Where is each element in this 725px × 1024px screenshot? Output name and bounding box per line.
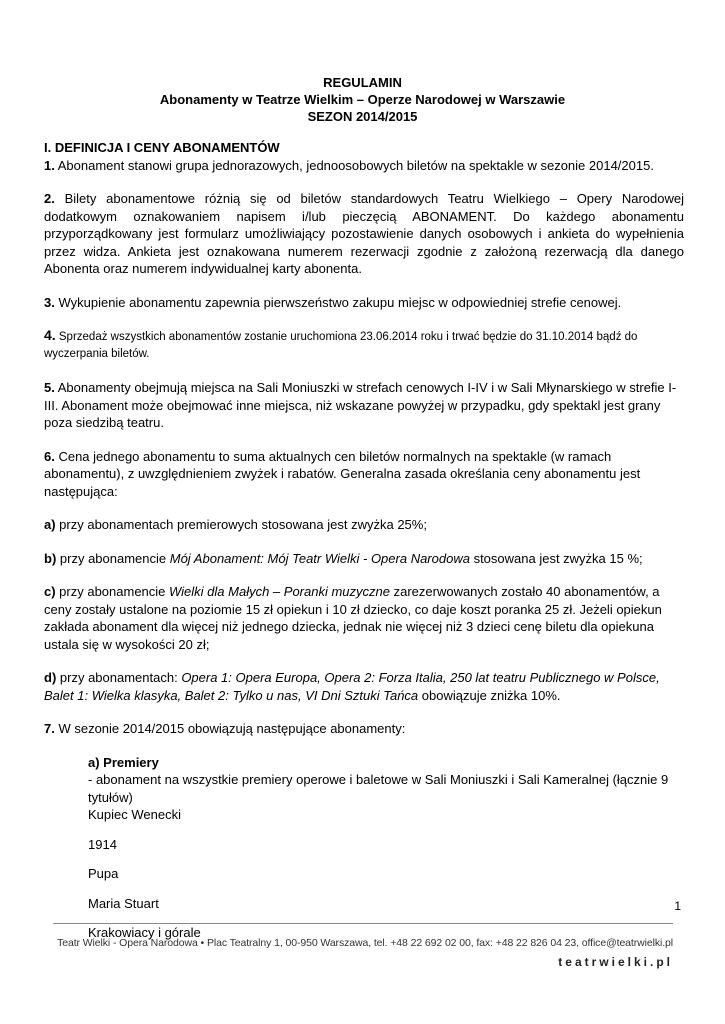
premiery-title: a) Premiery: [88, 754, 159, 770]
list-item: Pupa: [88, 866, 119, 881]
list-item: 1914: [88, 836, 117, 852]
paragraph-number: 6.: [44, 448, 55, 464]
paragraph-text: Sprzedaż wszystkich abonamentów zostanie uruchomiona 23.06.2014 roku i trwać będzie do 31.10.2014 bądź do wyczerpania biletów.: [44, 331, 638, 360]
paragraph-6b: [44, 550, 684, 568]
item-text-italic: Wielki dla Małych – Poranki muzyczne: [169, 584, 390, 599]
document-season: SEZON 2014/2015: [307, 109, 418, 124]
list-item: Maria Stuart: [88, 895, 159, 911]
list-item: Krakowiacy i górale: [88, 925, 201, 940]
paragraph-number: 5.: [44, 380, 55, 395]
item-text-pre: przy abonamencie: [55, 584, 170, 599]
document-title: REGULAMIN: [323, 75, 402, 90]
paragraph-6: [44, 448, 684, 501]
footer-divider: [53, 923, 673, 924]
paragraph-3: [44, 294, 684, 312]
paragraph-6c: [44, 583, 684, 653]
paragraph-text: W sezonie 2014/2015 obowiązują następujące abonamenty:: [54, 721, 406, 736]
paragraph-number: 7.: [44, 721, 55, 736]
footer-brand: teatrwielki.pl: [558, 955, 673, 969]
paragraph-4: [44, 327, 684, 363]
paragraph-number: 1.: [44, 157, 55, 173]
paragraph-text: Wykupienie abonamentu zapewnia pierwszeństwo zakupu miejsc w odpowiedniej strefie cenowej.: [54, 294, 622, 310]
premiery-description: - abonament na wszystkie premiery operowe i baletowe w Sali Moniuszki i Sali Kameralnej (łącznie 9 tytułów): [88, 772, 669, 805]
item-text-post: obowiązuje zniżka 10%.: [418, 687, 561, 703]
paragraph-5: [44, 379, 684, 432]
item-text-post: zarezerwowanych zostało 40 abonamentów, a ceny zostały ustalone na poziomie 15 zł opiekun i 10 zł dziecko, co daje koszt poranka 25 zł. Jeżeli opiekun zakłada abonament dla więcej niż jednego dziecka, jednak nie więcej niż 3 dzieci cenę biletu dla opiekuna ustala się w wysokości 20 zł;: [44, 584, 662, 652]
item-text-italic: Mój Abonament: Mój Teatr Wielki - Opera Narodowa: [169, 550, 470, 566]
item-label: b): [44, 550, 57, 566]
page-number: 1: [674, 899, 681, 913]
paragraph-6a: [44, 516, 684, 534]
item-text: przy abonamentach premierowych stosowana jest zwyżka 25%;: [55, 517, 427, 532]
paragraph-text: Abonament stanowi grupa jednorazowych, jednoosobowych biletów na spektakle w sezonie 2014/2015.: [54, 157, 654, 173]
paragraph-text: Cena jednego abonamentu to suma aktualnych cen biletów normalnych na spektakle (w ramach abonamentu), z uwzględnieniem zwyżek i rabatów. Generalna zasada określania ceny abonamentu jest następująca:: [44, 448, 641, 499]
premiery-block: [88, 754, 684, 942]
item-text-post: stosowana jest zwyżka 15 %;: [469, 550, 643, 566]
item-text-italic: Opera 1: Opera Europa, Opera 2: Forza Italia, 250 lat teatru Publicznego w Polsce, Balet 1: Wielka klasyka, Balet 2: Tylko u nas, VI Dni Sztuki Tańca: [44, 670, 660, 703]
item-label: a): [44, 517, 56, 532]
list-item: Kupiec Wenecki: [88, 807, 181, 822]
paragraph-6d: [44, 669, 684, 704]
item-label: d): [44, 670, 57, 685]
document-header: [0, 74, 725, 125]
paragraph-number: 2.: [44, 191, 55, 206]
paragraph-number: 4.: [44, 327, 56, 343]
document-subtitle: Abonamenty w Teatrze Wielkim – Operze Narodowej w Warszawie: [159, 92, 566, 107]
paragraph-number: 3.: [44, 294, 55, 310]
item-text-pre: przy abonamentach:: [56, 670, 182, 685]
paragraph-text: Abonamenty obejmują miejsca na Sali Moniuszki w strefach cenowych I-IV i w Sali Młynarskiego w strefie I-III. Abonament może obejmować inne miejsca, niż wskazane powyżej w przypadku, gdy spektakl jest grany poza siedzibą teatru.: [44, 380, 677, 430]
item-label: c): [44, 584, 56, 599]
item-text-pre: przy abonamencie: [56, 550, 170, 566]
section-title: I. DEFINICJA I CENY ABONAMENTÓW: [44, 140, 280, 155]
paragraph-text: Bilety abonamentowe różnią się od biletów standardowych Teatru Wielkiego – Opery Narodowej dodatkowym oznakowaniem napisem i/lub pieczęcią ABONAMENT. Do każdego abonamentu przyporządkowany jest formularz umożliwiający pozostawienie danych osobowych i ankieta do wypełnienia przez widza. Ankieta jest oznakowana numerem rezerwacji zgodnie z założoną rezerwacją dla danego Abonenta oraz numerem indywidualnej karty abonenta.: [44, 191, 684, 276]
paragraph-7: [44, 720, 684, 738]
footer-address: Teatr Wielki - Opera Narodowa • Plac Teatralny 1, 00-950 Warszawa, tel. +48 22 692 02 00, fax: +48 22 826 04 23, office@teatrwielki.pl: [57, 937, 673, 949]
document-body: [44, 139, 684, 953]
paragraph-1: [44, 157, 684, 175]
paragraph-2: [44, 190, 684, 278]
